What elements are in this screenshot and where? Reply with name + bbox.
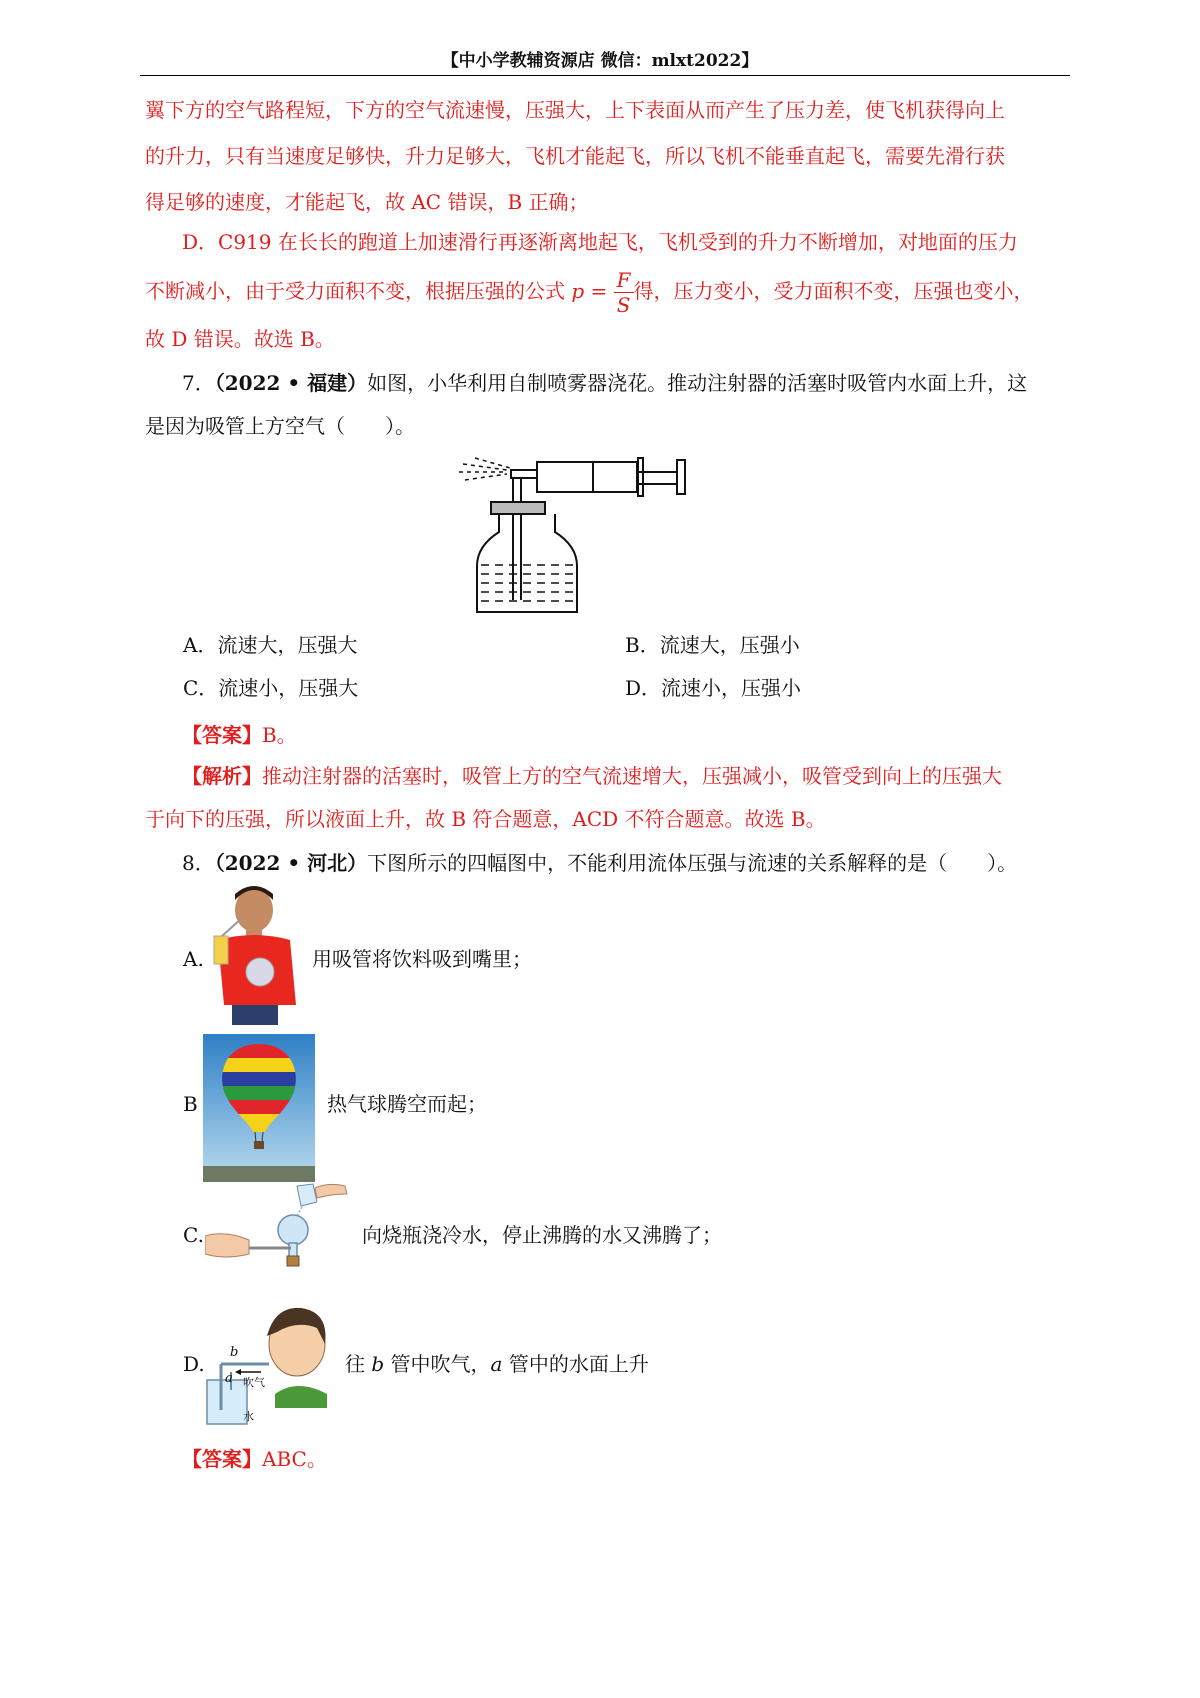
q7-option-d[interactable]: D．流速小，压强小 — [625, 676, 802, 700]
q7-analysis-line1 — [145, 759, 1065, 793]
q8-stem-text: 下图所示的四幅图中，不能利用流体压强与流速的关系解释的是（ ）。 — [367, 851, 1018, 875]
q8-option-d-label[interactable]: D. — [183, 1352, 205, 1376]
label-a: a — [225, 1371, 233, 1386]
d-var-a: a — [490, 1352, 503, 1376]
label-water: 水 — [243, 1411, 254, 1423]
hot-air-balloon-photo — [203, 1034, 315, 1182]
q6-analysis-d-line3: 故 D 错误。故选 B。 — [145, 327, 335, 351]
q7-analysis-line2: 于向下的压强，所以液面上升，故 B 符合题意，ACD 不符合题意。故选 B。 — [145, 807, 826, 831]
q8-option-a-label[interactable]: A. — [183, 947, 204, 971]
formula-equals: = — [584, 279, 614, 303]
answer-tag: 【答案】 — [182, 723, 262, 747]
q6-analysis-d-line2 — [145, 268, 1065, 315]
d-text-part1: 往 — [345, 1352, 372, 1376]
boy-drinking-photo — [210, 880, 302, 1025]
bottle — [477, 514, 577, 612]
d-text-part3: 管中的水面上升 — [502, 1352, 649, 1376]
q6-analysis-d-line1: D．C919 在长长的跑道上加速滑行再逐渐离地起飞，飞机受到的升力不断增加，对地面的压力 — [182, 230, 1018, 254]
q8-option-c-text: 向烧瓶浇冷水，停止沸腾的水又沸腾了； — [362, 1223, 722, 1247]
answer-tag: 【答案】 — [182, 1447, 262, 1471]
formula-conclusion-text: 得，压力变小，受力面积不变，压强也变小， — [633, 279, 1034, 303]
spray-mist — [459, 458, 510, 480]
q8-option-b-label[interactable]: B — [183, 1092, 198, 1116]
fraction-denominator: S — [616, 293, 631, 317]
label-blow: 吹气 — [243, 1377, 265, 1389]
fraction-numerator: F — [614, 270, 634, 293]
page-header: 【中小学教辅资源店 微信：mlxt2022】 — [441, 51, 759, 71]
q7-option-a[interactable]: A．流速大，压强大 — [183, 633, 358, 657]
answer-value: B。 — [262, 723, 297, 747]
liquid — [481, 565, 573, 601]
label-b: b — [230, 1345, 239, 1360]
q7-source: （2022 • 福建） — [214, 371, 368, 395]
flask-cold-water-figure — [205, 1180, 353, 1280]
q8-stem — [145, 846, 1065, 880]
q7-answer — [145, 718, 1065, 752]
q8-answer — [145, 1442, 1065, 1476]
q7-option-c[interactable]: C．流速小，压强大 — [183, 676, 359, 700]
q6-analysis-line1: 翼下方的空气路程短，下方的空气流速慢，压强大，上下表面从而产生了压力差，使飞机获得向上 — [145, 98, 1005, 122]
formula-p: p — [571, 279, 585, 303]
q7-stem-line1 — [145, 366, 1065, 400]
q8-source: （2022 • 河北） — [214, 851, 368, 875]
q6-analysis-line2: 的升力，只有当速度足够快，升力足够大，飞机才能起飞，所以飞机不能垂直起飞，需要先滑行获 — [145, 144, 1005, 168]
analysis-tag: 【解析】 — [182, 764, 262, 788]
d-var-b: b — [371, 1352, 385, 1376]
q7-option-b[interactable]: B．流速大，压强小 — [625, 633, 800, 657]
header-divider — [140, 75, 1070, 76]
formula-intro-text: 不断减小，由于受力面积不变，根据压强的公式 — [145, 279, 565, 303]
q8-option-a-text: 用吸管将饮料吸到嘴里； — [312, 947, 532, 971]
q8-option-c-label[interactable]: C. — [183, 1223, 204, 1247]
q8-option-b-text: 热气球腾空而起； — [327, 1092, 487, 1116]
sprayer-figure — [455, 450, 695, 620]
d-text-part2: 管中吹气， — [384, 1352, 491, 1376]
q7-stem-line2: 是因为吸管上方空气（ ）。 — [145, 414, 415, 438]
pressure-fraction — [614, 270, 634, 315]
analysis-text: 推动注射器的活塞时，吸管上方的空气流速增大，压强减小，吸管受到向上的压强大 — [262, 764, 1002, 788]
blow-tube-figure — [205, 1298, 335, 1428]
q7-number: 7． — [182, 371, 215, 395]
q8-option-d-text — [345, 1349, 649, 1379]
syringe-barrel — [537, 462, 637, 492]
q6-analysis-line3: 得足够的速度，才能起飞，故 AC 错误，B 正确； — [145, 190, 589, 214]
q8-number: 8． — [182, 851, 215, 875]
q7-stem-text: 如图，小华利用自制喷雾器浇花。推动注射器的活塞时吸管内水面上升，这 — [367, 371, 1028, 395]
answer-value: ABC。 — [262, 1447, 327, 1471]
